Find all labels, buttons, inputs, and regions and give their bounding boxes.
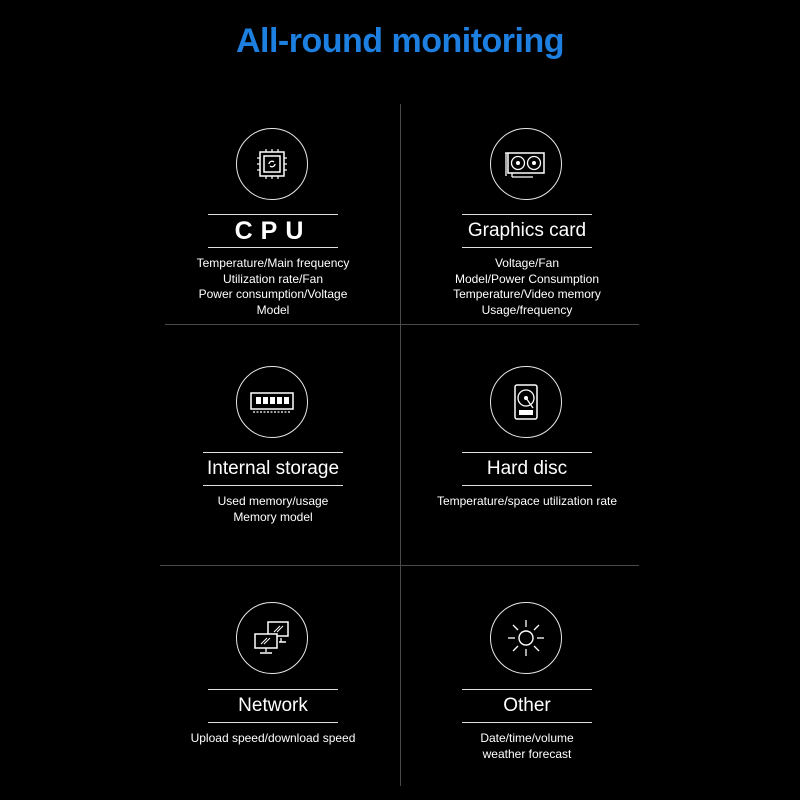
section-label: Graphics card [462,214,592,248]
description-line: Model [256,302,290,317]
section-label: Network [208,689,338,723]
horizontal-divider-1 [165,324,639,325]
description-line: Usage/frequency [481,302,573,317]
description-line: Used memory/usage [217,494,329,508]
description-line: Date/time/volume [480,731,574,745]
description-line: weather forecast [482,746,572,761]
description-line: Memory model [233,509,313,524]
description-line: Model/Power Consumption [454,271,600,286]
section-description [153,256,393,318]
section-description [407,731,647,762]
section-description [407,256,647,318]
vertical-divider [400,104,401,786]
page-title: All-round monitoring [235,22,565,60]
description-line: Utilization rate/Fan [222,271,324,286]
section-description [407,494,647,510]
description-line: Voltage/Fan [494,256,560,270]
section-label: CPU [208,214,338,248]
description-line: Temperature/space utilization rate [436,494,618,508]
section-label: Hard disc [462,452,592,486]
description-line: Temperature/Main frequency [196,256,350,270]
section-description [153,494,393,525]
hard-disk-icon [490,366,562,438]
section-label: Internal storage [203,452,343,486]
horizontal-divider-2 [160,565,639,566]
section-label: Other [462,689,592,723]
cpu-chip-icon [236,128,308,200]
graphics-card-icon [490,128,562,200]
network-monitors-icon [236,602,308,674]
section-description [153,731,393,747]
description-line: Temperature/Video memory [453,287,601,301]
description-line: Upload speed/download speed [190,731,356,745]
description-line: Power consumption/Voltage [198,287,348,301]
sun-icon [490,602,562,674]
memory-module-icon [236,366,308,438]
